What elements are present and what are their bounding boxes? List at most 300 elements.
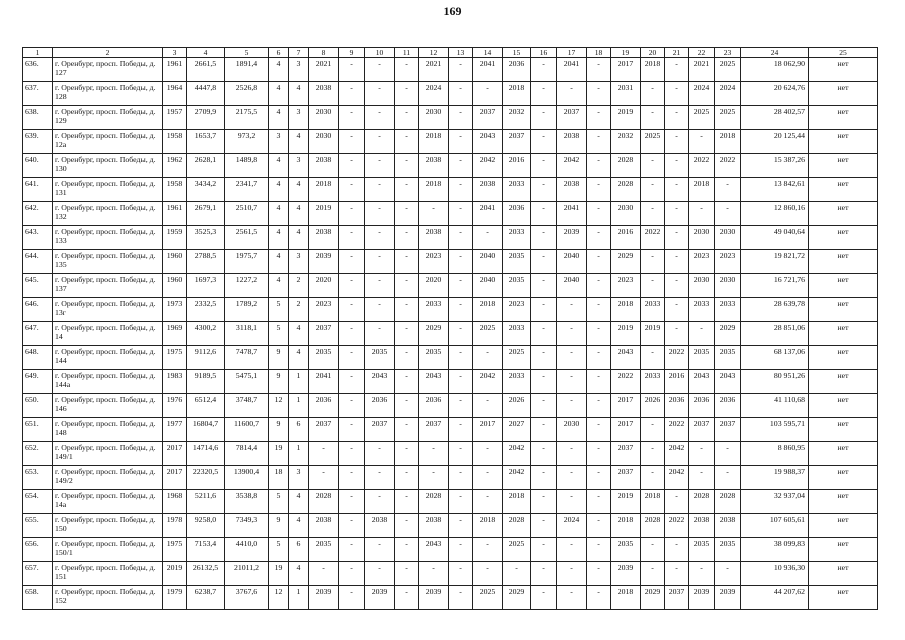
- cell-col-19: 2028: [611, 178, 641, 202]
- cell-col-16: -: [531, 178, 557, 202]
- living-area: 2526,8: [225, 82, 269, 106]
- year-built: 1960: [163, 274, 187, 298]
- entrances: 4: [289, 562, 309, 586]
- cell-col-16: -: [531, 322, 557, 346]
- cell-col-15: 2036: [503, 202, 531, 226]
- cell-col-23: 2025: [715, 58, 741, 82]
- cell-col-12: 2018: [419, 178, 449, 202]
- cell-col-19: 2018: [611, 514, 641, 538]
- entrances: 6: [289, 418, 309, 442]
- cell-col-19: 2039: [611, 562, 641, 586]
- cell-col-15: 2028: [503, 514, 531, 538]
- cell-col-8: 2038: [309, 514, 339, 538]
- cell-col-15: 2035: [503, 274, 531, 298]
- column-number: 19: [611, 48, 641, 58]
- cell-col-20: -: [641, 106, 665, 130]
- cell-col-14: 2018: [473, 298, 503, 322]
- entrances: 4: [289, 346, 309, 370]
- cell-col-22: 2037: [689, 418, 715, 442]
- table-row: [23, 58, 878, 82]
- cell-col-17: -: [557, 466, 587, 490]
- cell-col-11: -: [395, 418, 419, 442]
- cell-col-19: 2030: [611, 202, 641, 226]
- cell-col-21: -: [665, 202, 689, 226]
- cell-col-14: 2025: [473, 322, 503, 346]
- table-row: [23, 106, 878, 130]
- entrances: 1: [289, 586, 309, 610]
- row-number: 644.: [23, 250, 53, 274]
- cell-col-10: 2035: [365, 346, 395, 370]
- cell-col-17: -: [557, 586, 587, 610]
- row-number: 642.: [23, 202, 53, 226]
- cell-col-15: 2018: [503, 82, 531, 106]
- column-number: 23: [715, 48, 741, 58]
- floors: 9: [269, 418, 289, 442]
- cell-col-16: -: [531, 154, 557, 178]
- cell-col-8: -: [309, 442, 339, 466]
- cell-col-20: 2033: [641, 370, 665, 394]
- row-number: 651.: [23, 418, 53, 442]
- cell-col-11: -: [395, 514, 419, 538]
- cell-col-17: -: [557, 538, 587, 562]
- cell-col-20: -: [641, 442, 665, 466]
- cell-col-8: -: [309, 562, 339, 586]
- cell-col-25: нет: [809, 250, 878, 274]
- total-area: 26132,5: [187, 562, 225, 586]
- cell-col-20: -: [641, 178, 665, 202]
- table-row: [23, 466, 878, 490]
- cell-col-15: 2026: [503, 394, 531, 418]
- column-number: 4: [187, 48, 225, 58]
- cell-col-16: -: [531, 250, 557, 274]
- cell-col-21: -: [665, 106, 689, 130]
- cell-col-14: 2041: [473, 58, 503, 82]
- row-number: 656.: [23, 538, 53, 562]
- cell-col-13: -: [449, 562, 473, 586]
- cell-col-14: -: [473, 562, 503, 586]
- column-number: 16: [531, 48, 557, 58]
- cell-col-13: -: [449, 538, 473, 562]
- cell-col-17: 2030: [557, 418, 587, 442]
- cell-col-12: -: [419, 466, 449, 490]
- row-number: 646.: [23, 298, 53, 322]
- cell-col-15: 2029: [503, 586, 531, 610]
- cell-col-19: 2017: [611, 58, 641, 82]
- table-row: [23, 178, 878, 202]
- floors: 18: [269, 466, 289, 490]
- cell-col-10: -: [365, 322, 395, 346]
- cell-col-11: -: [395, 274, 419, 298]
- column-number: 25: [809, 48, 878, 58]
- cell-col-10: 2036: [365, 394, 395, 418]
- cell-col-13: -: [449, 178, 473, 202]
- cell-col-14: 2043: [473, 130, 503, 154]
- column-number: 12: [419, 48, 449, 58]
- cell-col-9: -: [339, 130, 365, 154]
- cell-col-23: -: [715, 178, 741, 202]
- cell-col-12: 2035: [419, 346, 449, 370]
- total-area: 4447,8: [187, 82, 225, 106]
- total-area: 9258,0: [187, 514, 225, 538]
- cell-col-23: 2037: [715, 418, 741, 442]
- cell-col-19: 2043: [611, 346, 641, 370]
- cell-col-22: -: [689, 466, 715, 490]
- cell-col-17: 2041: [557, 58, 587, 82]
- cell-col-17: 2039: [557, 226, 587, 250]
- cell-col-22: 2023: [689, 250, 715, 274]
- entrances: 2: [289, 298, 309, 322]
- cell-col-9: -: [339, 58, 365, 82]
- cell-col-13: -: [449, 514, 473, 538]
- entrances: 3: [289, 250, 309, 274]
- address: г. Оренбург, просп. Победы, д. 149/1: [53, 442, 163, 466]
- cell-col-14: 2018: [473, 514, 503, 538]
- cell-col-16: -: [531, 274, 557, 298]
- floors: 9: [269, 346, 289, 370]
- cell-col-21: -: [665, 130, 689, 154]
- cell-col-12: 2030: [419, 106, 449, 130]
- cell-col-19: 2023: [611, 274, 641, 298]
- cell-col-14: 2040: [473, 274, 503, 298]
- cell-col-21: -: [665, 562, 689, 586]
- year-built: 1979: [163, 586, 187, 610]
- total-area: 16804,7: [187, 418, 225, 442]
- entrances: 3: [289, 154, 309, 178]
- cell-col-15: 2027: [503, 418, 531, 442]
- cell-col-17: 2024: [557, 514, 587, 538]
- cell-col-25: нет: [809, 274, 878, 298]
- entrances: 2: [289, 274, 309, 298]
- cell-col-10: -: [365, 490, 395, 514]
- cell-col-17: 2038: [557, 178, 587, 202]
- cell-col-22: 2038: [689, 514, 715, 538]
- cell-col-15: 2033: [503, 178, 531, 202]
- table-row: [23, 418, 878, 442]
- column-number: 13: [449, 48, 473, 58]
- cell-col-9: -: [339, 370, 365, 394]
- cell-col-9: -: [339, 346, 365, 370]
- cell-col-23: 2025: [715, 106, 741, 130]
- cell-col-21: -: [665, 154, 689, 178]
- total-area: 2628,1: [187, 154, 225, 178]
- cell-col-18: -: [587, 106, 611, 130]
- cell-col-13: -: [449, 346, 473, 370]
- year-built: 1968: [163, 490, 187, 514]
- floors: 19: [269, 442, 289, 466]
- table-row: [23, 250, 878, 274]
- row-number: 652.: [23, 442, 53, 466]
- cell-col-10: -: [365, 538, 395, 562]
- cell-col-23: 2033: [715, 298, 741, 322]
- cell-col-13: -: [449, 322, 473, 346]
- cell-col-16: -: [531, 442, 557, 466]
- cell-col-18: -: [587, 202, 611, 226]
- cell-col-11: -: [395, 490, 419, 514]
- cell-col-9: -: [339, 562, 365, 586]
- cell-col-13: -: [449, 298, 473, 322]
- cell-col-21: -: [665, 226, 689, 250]
- cell-col-16: -: [531, 226, 557, 250]
- floors: 5: [269, 322, 289, 346]
- cell-col-18: -: [587, 442, 611, 466]
- cell-col-18: -: [587, 82, 611, 106]
- cell-col-9: -: [339, 298, 365, 322]
- living-area: 1789,2: [225, 298, 269, 322]
- cell-col-24: 15 387,26: [741, 154, 809, 178]
- cell-col-24: 28 851,06: [741, 322, 809, 346]
- cell-col-23: 2028: [715, 490, 741, 514]
- cell-col-17: -: [557, 490, 587, 514]
- cell-col-13: -: [449, 250, 473, 274]
- cell-col-22: 2018: [689, 178, 715, 202]
- address: г. Оренбург, просп. Победы, д. 128: [53, 82, 163, 106]
- living-area: 2561,5: [225, 226, 269, 250]
- row-number: 658.: [23, 586, 53, 610]
- cell-col-23: 2022: [715, 154, 741, 178]
- cell-col-9: -: [339, 178, 365, 202]
- cell-col-11: -: [395, 106, 419, 130]
- cell-col-13: -: [449, 58, 473, 82]
- cell-col-12: -: [419, 202, 449, 226]
- table-row: [23, 274, 878, 298]
- cell-col-20: -: [641, 538, 665, 562]
- cell-col-14: -: [473, 82, 503, 106]
- cell-col-11: -: [395, 82, 419, 106]
- cell-col-22: -: [689, 130, 715, 154]
- cell-col-18: -: [587, 346, 611, 370]
- entrances: 3: [289, 58, 309, 82]
- cell-col-22: 2035: [689, 346, 715, 370]
- year-built: 1957: [163, 106, 187, 130]
- cell-col-18: -: [587, 130, 611, 154]
- cell-col-23: 2039: [715, 586, 741, 610]
- cell-col-25: нет: [809, 466, 878, 490]
- cell-col-8: 2037: [309, 418, 339, 442]
- cell-col-19: 2037: [611, 442, 641, 466]
- cell-col-17: -: [557, 394, 587, 418]
- cell-col-15: 2037: [503, 130, 531, 154]
- year-built: 1976: [163, 394, 187, 418]
- floors: 4: [269, 82, 289, 106]
- cell-col-15: 2032: [503, 106, 531, 130]
- cell-col-20: -: [641, 154, 665, 178]
- cell-col-21: -: [665, 58, 689, 82]
- cell-col-15: 2042: [503, 466, 531, 490]
- cell-col-8: -: [309, 466, 339, 490]
- entrances: 4: [289, 82, 309, 106]
- cell-col-18: -: [587, 226, 611, 250]
- cell-col-22: 2024: [689, 82, 715, 106]
- cell-col-20: 2026: [641, 394, 665, 418]
- living-area: 1227,2: [225, 274, 269, 298]
- cell-col-22: -: [689, 322, 715, 346]
- cell-col-18: -: [587, 586, 611, 610]
- cell-col-21: -: [665, 178, 689, 202]
- cell-col-22: 2025: [689, 106, 715, 130]
- cell-col-16: -: [531, 106, 557, 130]
- cell-col-17: 2038: [557, 130, 587, 154]
- column-number: 20: [641, 48, 665, 58]
- cell-col-19: 2037: [611, 466, 641, 490]
- cell-col-12: 2029: [419, 322, 449, 346]
- cell-col-14: 2017: [473, 418, 503, 442]
- cell-col-16: -: [531, 466, 557, 490]
- living-area: 973,2: [225, 130, 269, 154]
- cell-col-15: 2033: [503, 322, 531, 346]
- cell-col-10: -: [365, 178, 395, 202]
- cell-col-20: 2028: [641, 514, 665, 538]
- cell-col-20: -: [641, 82, 665, 106]
- cell-col-13: -: [449, 106, 473, 130]
- cell-col-20: -: [641, 346, 665, 370]
- cell-col-14: 2042: [473, 154, 503, 178]
- cell-col-8: 2021: [309, 58, 339, 82]
- cell-col-25: нет: [809, 202, 878, 226]
- living-area: 3118,1: [225, 322, 269, 346]
- cell-col-11: -: [395, 322, 419, 346]
- row-number: 649.: [23, 370, 53, 394]
- cell-col-24: 32 937,04: [741, 490, 809, 514]
- cell-col-12: 2036: [419, 394, 449, 418]
- cell-col-8: 2038: [309, 82, 339, 106]
- cell-col-19: 2029: [611, 250, 641, 274]
- cell-col-21: 2042: [665, 466, 689, 490]
- cell-col-25: нет: [809, 394, 878, 418]
- cell-col-24: 80 951,26: [741, 370, 809, 394]
- cell-col-15: 2035: [503, 250, 531, 274]
- cell-col-20: -: [641, 250, 665, 274]
- cell-col-25: нет: [809, 490, 878, 514]
- cell-col-12: 2023: [419, 250, 449, 274]
- cell-col-18: -: [587, 178, 611, 202]
- table-row: [23, 322, 878, 346]
- address: г. Оренбург, просп. Победы, д. 152: [53, 586, 163, 610]
- cell-col-9: -: [339, 274, 365, 298]
- cell-col-16: -: [531, 562, 557, 586]
- cell-col-15: 2025: [503, 346, 531, 370]
- table-row: [23, 130, 878, 154]
- cell-col-10: -: [365, 58, 395, 82]
- cell-col-12: 2037: [419, 418, 449, 442]
- cell-col-18: -: [587, 514, 611, 538]
- year-built: 1969: [163, 322, 187, 346]
- cell-col-12: 2043: [419, 538, 449, 562]
- cell-col-20: 2018: [641, 58, 665, 82]
- cell-col-8: 2030: [309, 130, 339, 154]
- entrances: 1: [289, 370, 309, 394]
- cell-col-17: 2040: [557, 274, 587, 298]
- entrances: 4: [289, 490, 309, 514]
- cell-col-18: -: [587, 250, 611, 274]
- row-number: 653.: [23, 466, 53, 490]
- cell-col-25: нет: [809, 514, 878, 538]
- cell-col-24: 13 842,61: [741, 178, 809, 202]
- year-built: 1961: [163, 202, 187, 226]
- cell-col-17: 2040: [557, 250, 587, 274]
- total-area: 2788,5: [187, 250, 225, 274]
- cell-col-20: 2029: [641, 586, 665, 610]
- cell-col-9: -: [339, 106, 365, 130]
- cell-col-9: -: [339, 394, 365, 418]
- cell-col-25: нет: [809, 106, 878, 130]
- cell-col-16: -: [531, 82, 557, 106]
- cell-col-16: -: [531, 298, 557, 322]
- row-number: 640.: [23, 154, 53, 178]
- cell-col-19: 2019: [611, 322, 641, 346]
- cell-col-14: -: [473, 442, 503, 466]
- cell-col-10: 2043: [365, 370, 395, 394]
- year-built: 1964: [163, 82, 187, 106]
- floors: 12: [269, 394, 289, 418]
- address: г. Оренбург, просп. Победы, д. 127: [53, 58, 163, 82]
- year-built: 1962: [163, 154, 187, 178]
- cell-col-17: -: [557, 82, 587, 106]
- cell-col-12: 2039: [419, 586, 449, 610]
- cell-col-19: 2035: [611, 538, 641, 562]
- header-row: [23, 48, 878, 58]
- cell-col-16: -: [531, 130, 557, 154]
- row-number: 641.: [23, 178, 53, 202]
- row-number: 639.: [23, 130, 53, 154]
- cell-col-12: 2028: [419, 490, 449, 514]
- cell-col-21: 2022: [665, 514, 689, 538]
- cell-col-23: 2043: [715, 370, 741, 394]
- column-number: 14: [473, 48, 503, 58]
- total-area: 2679,1: [187, 202, 225, 226]
- row-number: 636.: [23, 58, 53, 82]
- cell-col-10: -: [365, 274, 395, 298]
- cell-col-25: нет: [809, 562, 878, 586]
- year-built: 2017: [163, 442, 187, 466]
- table-row: [23, 394, 878, 418]
- cell-col-22: -: [689, 562, 715, 586]
- cell-col-19: 2022: [611, 370, 641, 394]
- cell-col-24: 49 040,64: [741, 226, 809, 250]
- living-area: 13900,4: [225, 466, 269, 490]
- year-built: 1977: [163, 418, 187, 442]
- cell-col-11: -: [395, 250, 419, 274]
- cell-col-21: 2037: [665, 586, 689, 610]
- cell-col-19: 2019: [611, 106, 641, 130]
- cell-col-15: 2018: [503, 490, 531, 514]
- cell-col-23: -: [715, 202, 741, 226]
- cell-col-18: -: [587, 466, 611, 490]
- cell-col-25: нет: [809, 298, 878, 322]
- cell-col-12: 2020: [419, 274, 449, 298]
- cell-col-19: 2018: [611, 298, 641, 322]
- total-area: 9112,6: [187, 346, 225, 370]
- cell-col-20: 2018: [641, 490, 665, 514]
- cell-col-13: -: [449, 202, 473, 226]
- cell-col-14: -: [473, 226, 503, 250]
- cell-col-13: -: [449, 466, 473, 490]
- cell-col-22: 2030: [689, 226, 715, 250]
- cell-col-12: -: [419, 442, 449, 466]
- address: г. Оренбург, просп. Победы, д. 146: [53, 394, 163, 418]
- cell-col-23: -: [715, 442, 741, 466]
- cell-col-21: -: [665, 322, 689, 346]
- cell-col-10: -: [365, 82, 395, 106]
- cell-col-15: 2023: [503, 298, 531, 322]
- floors: 19: [269, 562, 289, 586]
- cell-col-9: -: [339, 250, 365, 274]
- entrances: 4: [289, 226, 309, 250]
- floors: 4: [269, 58, 289, 82]
- entrances: 1: [289, 442, 309, 466]
- cell-col-11: -: [395, 346, 419, 370]
- cell-col-19: 2018: [611, 586, 641, 610]
- row-number: 650.: [23, 394, 53, 418]
